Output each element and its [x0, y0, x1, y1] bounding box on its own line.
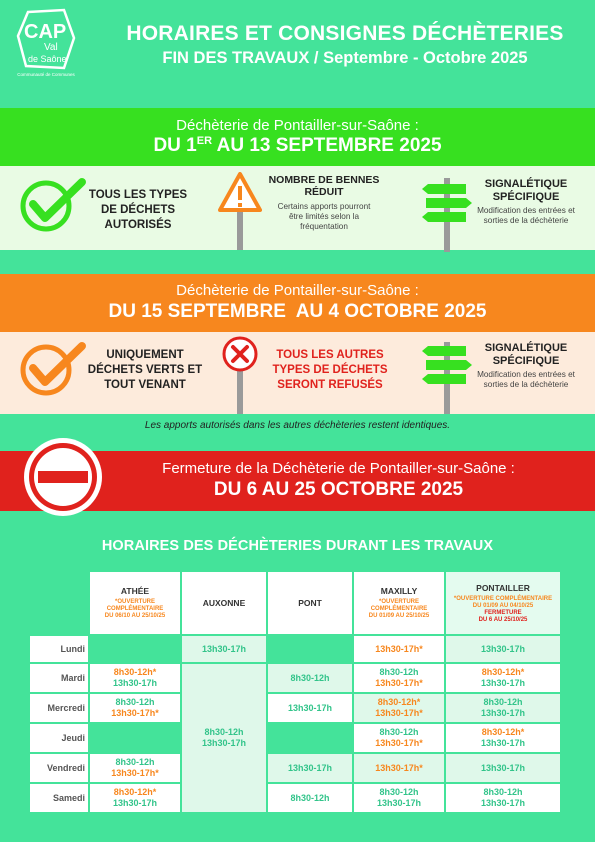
table-row — [30, 724, 560, 752]
period2-item1: UNIQUEMENT DÉCHETS VERTS ET TOUT VENANT — [87, 349, 203, 391]
day-label: Mardi — [30, 664, 88, 692]
cell: 8h30-12h — [268, 664, 352, 692]
cell-auxonne-main: 8h30-12h 13h30-17h — [182, 664, 266, 812]
col-auxonne: AUXONNE — [182, 572, 266, 634]
period2-dates: DU 15 SEPTEMBRE AU 4 OCTOBRE 2025 — [108, 301, 487, 322]
no-entry-icon — [22, 436, 104, 518]
period1-banner — [0, 108, 595, 166]
period1-item3-desc: Modification des entrées et sorties de la déchèterie — [477, 206, 575, 225]
logo — [14, 8, 78, 80]
cell: 8h30-12h 13h30-17h* — [90, 694, 180, 722]
cell: 8h30-12h* 13h30-17h — [446, 664, 560, 692]
col-maxilly: MAXILLY *OUVERTURE COMPLÉMENTAIRE DU 01/09 AU 25/10/25 — [354, 572, 444, 634]
period1-item2-desc: Certains apports pourront être limités selon la fréquentation — [277, 202, 371, 231]
cell: 8h30-12h 13h30-17h — [446, 784, 560, 812]
schedule-title: HORAIRES DES DÉCHÈTERIES DURANT LES TRAVAUX — [101, 538, 494, 554]
table-row — [30, 636, 560, 662]
table-row — [30, 664, 560, 692]
page-subtitle: FIN DES TRAVAUX / Septembre - Octobre 2025 — [162, 49, 528, 67]
day-label: Vendredi — [30, 754, 88, 782]
period1-location: Déchèterie de Pontailler-sur-Saône : — [176, 117, 419, 134]
checkmark-icon — [20, 176, 88, 232]
cell: 8h30-12h* 13h30-17h — [90, 784, 180, 812]
cell: 8h30-12h 13h30-17h — [446, 694, 560, 722]
schedule-table — [28, 570, 562, 814]
cell: 13h30-17h — [446, 754, 560, 782]
period1-item2-title: NOMBRE DE BENNES RÉDUIT — [268, 174, 380, 198]
warning-sign-icon — [218, 172, 262, 252]
day-label: Lundi — [30, 636, 88, 662]
period1-panel — [0, 166, 595, 250]
svg-text:de Saône: de Saône — [28, 54, 67, 64]
cell: 13h30-17h* — [354, 754, 444, 782]
cell: 13h30-17h — [268, 694, 352, 722]
table-row — [30, 784, 560, 812]
svg-text:Val: Val — [44, 42, 58, 53]
page-title: HORAIRES ET CONSIGNES DÉCHÈTERIES — [126, 22, 564, 45]
cell: 13h30-17h — [268, 754, 352, 782]
cell: 8h30-12h 13h30-17h* — [354, 724, 444, 752]
period1-item1: TOUS LES TYPES DE DÉCHETS AUTORISÉS — [88, 189, 188, 231]
col-pontailler: PONTAILLER *OUVERTURE COMPLÉMENTAIRE DU 01/09 AU 04/10/25 FERMETURE DU 6 AU 25/10/25 — [446, 572, 560, 634]
period2-item3-desc: Modification des entrées et sorties de la déchèterie — [477, 370, 575, 389]
col-athee: ATHÉE *OUVERTURE COMPLÉMENTAIRE DU 06/10 AU 25/10/25 — [90, 572, 180, 634]
day-label: Jeudi — [30, 724, 88, 752]
svg-text:CAP: CAP — [24, 21, 67, 43]
cell: 8h30-12h* 13h30-17h — [90, 664, 180, 692]
day-label: Mercredi — [30, 694, 88, 722]
period2-panel — [0, 332, 595, 414]
checkmark-icon — [20, 340, 88, 396]
col-pont: PONT — [268, 572, 352, 634]
period2-location: Déchèterie de Pontailler-sur-Saône : — [176, 282, 419, 299]
day-label: Samedi — [30, 784, 88, 812]
header — [0, 0, 595, 92]
cell: 8h30-12h 13h30-17h — [354, 784, 444, 812]
period2-banner — [0, 274, 595, 332]
table-row — [30, 754, 560, 782]
period1-dates: DU 1ER AU 13 SEPTEMBRE 2025 — [153, 135, 442, 156]
period2-item2: TOUS LES AUTRES TYPES DE DÉCHETS SERONT REFUSÉS — [272, 349, 388, 391]
cell: 13h30-17h* — [354, 636, 444, 662]
note-text: Les apports autorisés dans les autres déchèteries restent identiques. — [144, 420, 451, 431]
table-row — [30, 694, 560, 722]
cell: 8h30-12h* 13h30-17h — [446, 724, 560, 752]
closure-dates: DU 6 AU 25 OCTOBRE 2025 — [213, 479, 464, 500]
cell: 13h30-17h — [182, 636, 266, 662]
closure-location: Fermeture de la Déchèterie de Pontailler-sur-Saône : — [162, 460, 515, 477]
table-header-row — [30, 572, 560, 634]
period1-item3-title: SIGNALÉTIQUE SPÉCIFIQUE — [484, 178, 568, 203]
prohibited-sign-icon — [220, 336, 260, 416]
cell: 13h30-17h — [446, 636, 560, 662]
period2-item3-title: SIGNALÉTIQUE SPÉCIFIQUE — [484, 342, 568, 367]
logo-icon — [14, 8, 78, 72]
cell: 8h30-12h 13h30-17h* — [90, 754, 180, 782]
cell: 8h30-12h — [268, 784, 352, 812]
cell: 8h30-12h 13h30-17h* — [354, 664, 444, 692]
logo-subtitle: Communauté de Communes — [17, 72, 75, 77]
cell: 8h30-12h* 13h30-17h* — [354, 694, 444, 722]
